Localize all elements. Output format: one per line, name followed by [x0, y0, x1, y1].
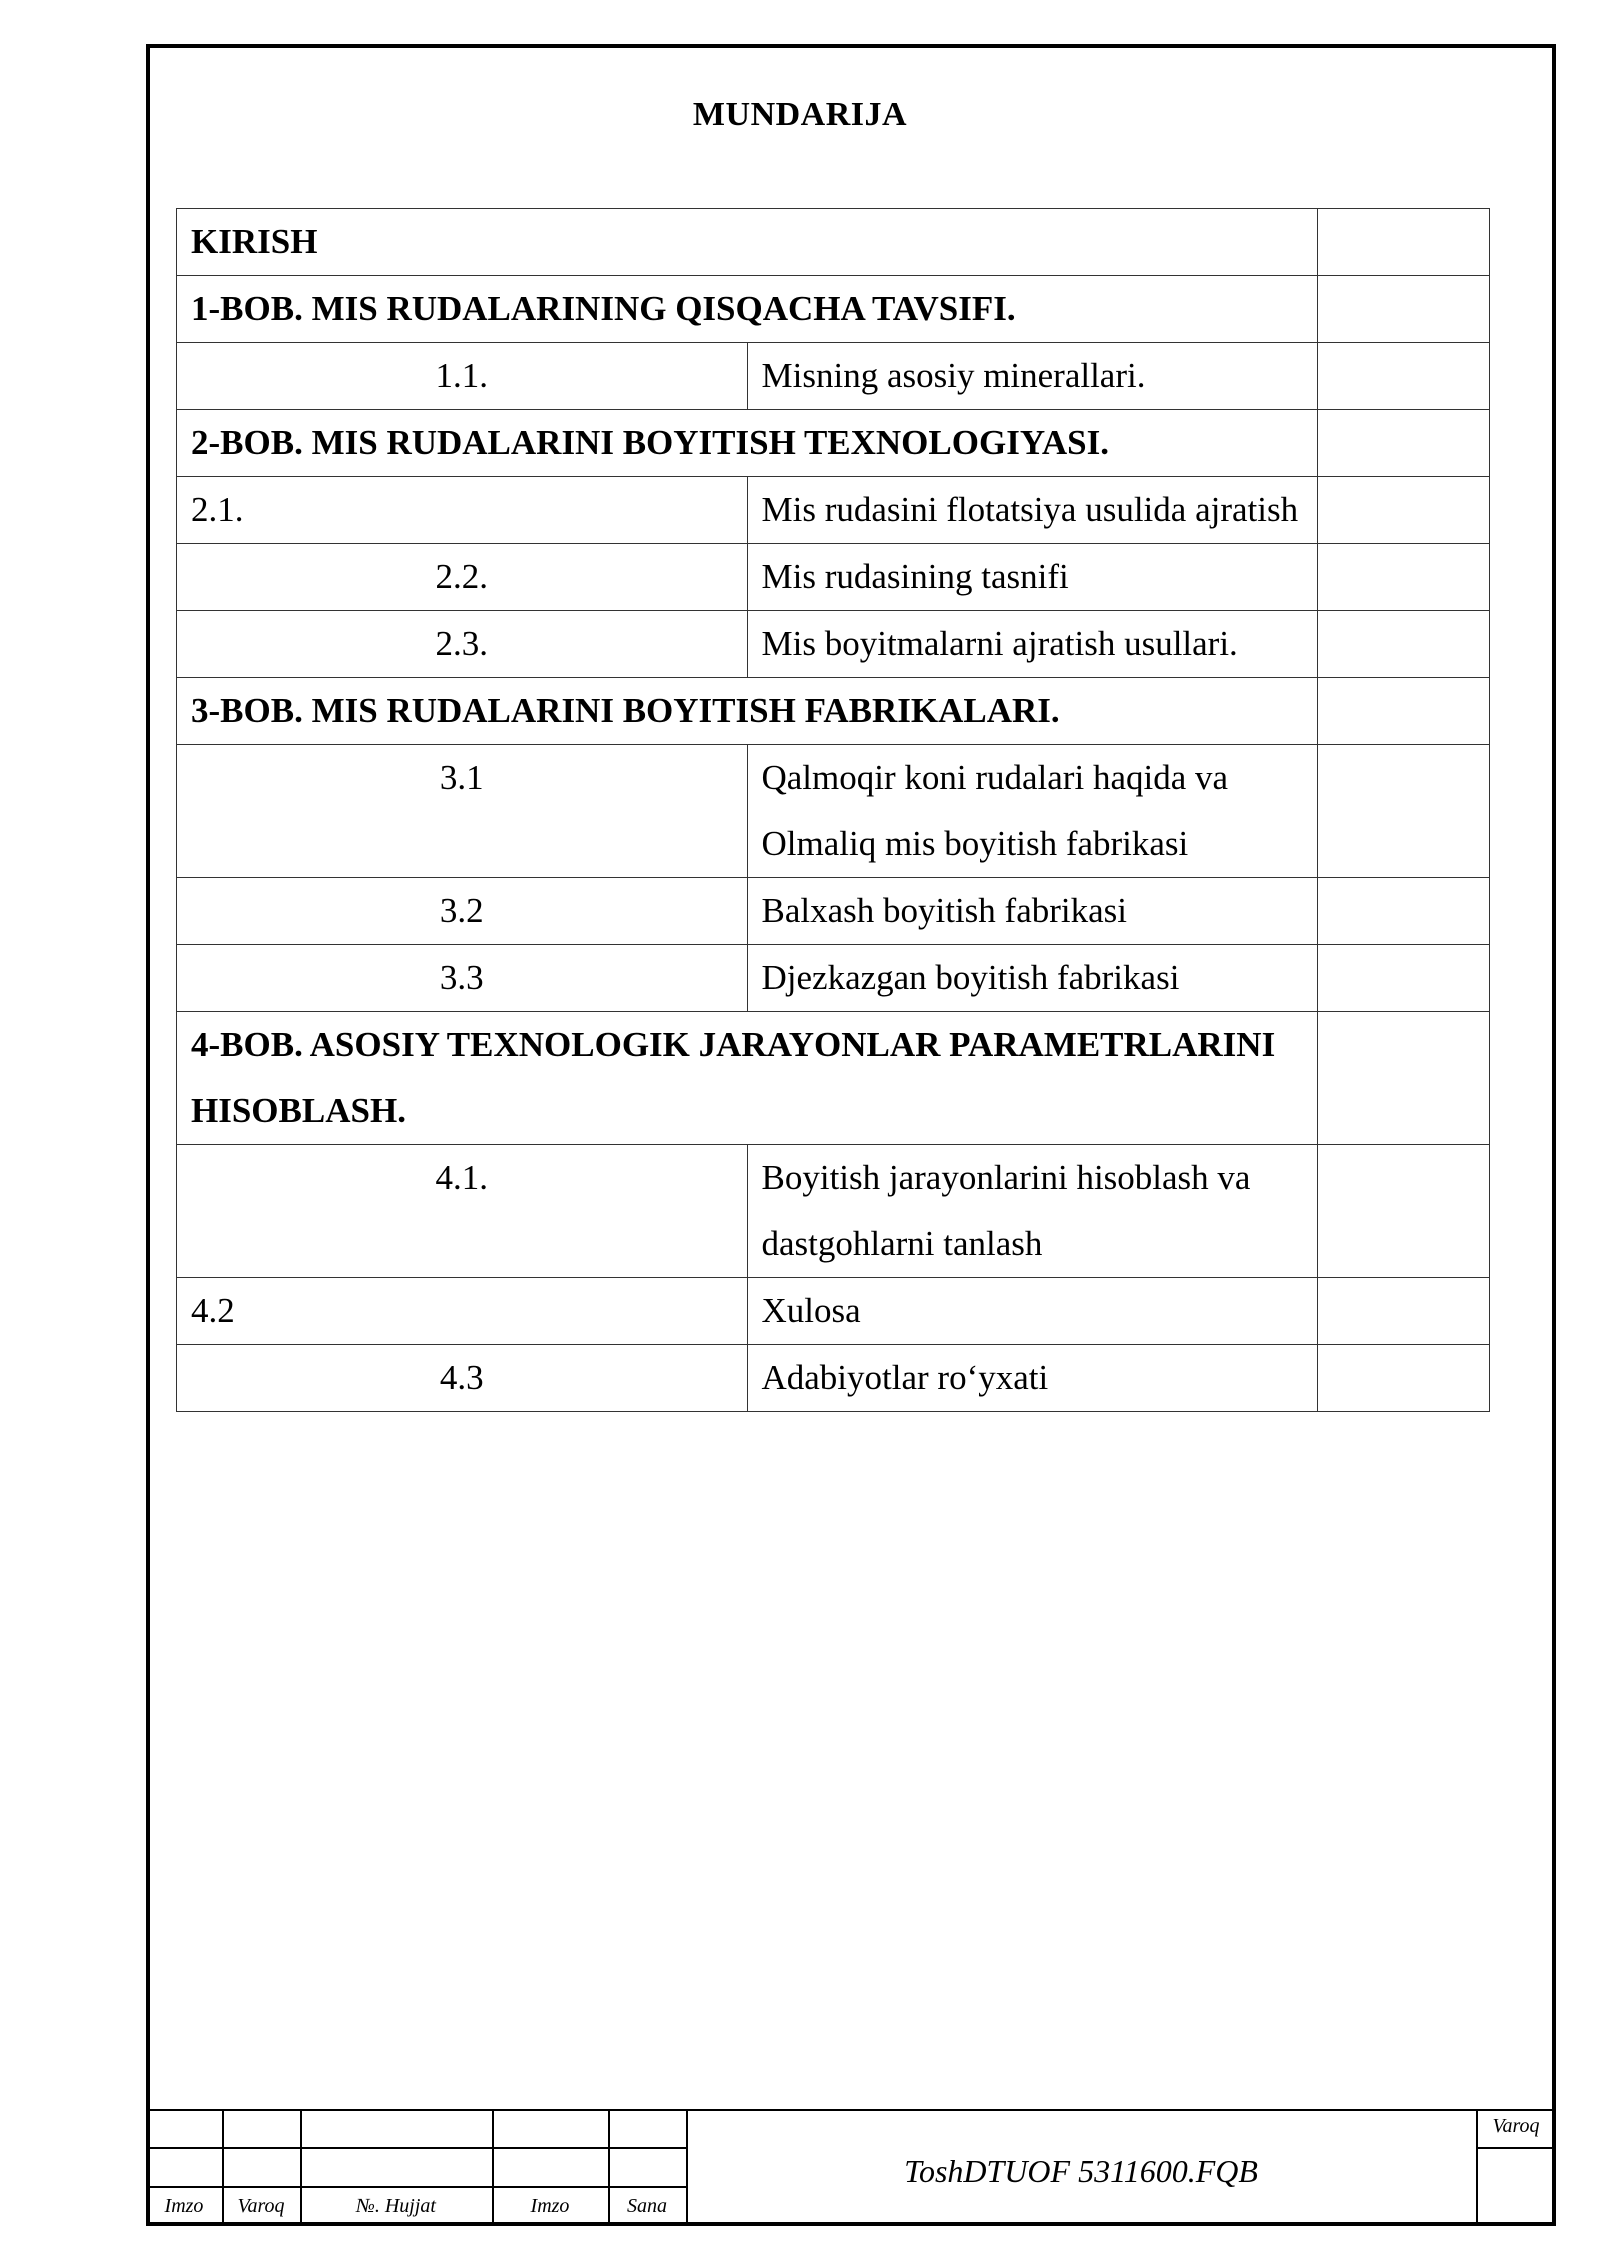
toc-section-number: 2.2. [177, 544, 748, 611]
toc-page-cell [1318, 945, 1490, 1012]
table-of-contents [176, 208, 1490, 1412]
toc-section-number: 4.2 [177, 1278, 748, 1345]
toc-section-number: 3.2 [177, 878, 748, 945]
toc-row-section-4-2 [177, 1278, 1490, 1345]
toc-row-section-1-1 [177, 343, 1490, 410]
toc-chapter-title: KIRISH [177, 209, 1318, 276]
document-code: ToshDTUOF 5311600.FQB [904, 2153, 1258, 2189]
stamp-line [146, 2186, 686, 2188]
toc-page-cell [1318, 1145, 1490, 1278]
toc-section-number: 4.3 [177, 1345, 748, 1412]
toc-page-cell [1318, 410, 1490, 477]
toc-row-section-2-3 [177, 611, 1490, 678]
toc-row-section-4-1 [177, 1145, 1490, 1278]
toc-section-title: Balxash boyitish fabrikasi [747, 878, 1318, 945]
toc-row-section-4-3 [177, 1345, 1490, 1412]
toc-row-chapter-4 [177, 1012, 1490, 1145]
toc-row-chapter-2 [177, 410, 1490, 477]
stamp-label-hujjat: №. Hujjat [356, 2195, 436, 2217]
toc-chapter-title: 3-BOB. MIS RUDALARINI BOYITISH FABRIKALARI. [177, 678, 1318, 745]
toc-page-cell [1318, 276, 1490, 343]
toc-page-cell [1318, 878, 1490, 945]
stamp-label-sana: Sana [627, 2195, 667, 2217]
toc-row-chapter-3 [177, 678, 1490, 745]
toc-row-chapter-1 [177, 276, 1490, 343]
toc-chapter-title: 4-BOB. ASOSIY TEXNOLOGIK JARAYONLAR PARAMETRLARINI HISOBLASH. [177, 1012, 1318, 1145]
toc-section-title: Boyitish jarayonlarini hisoblash va dastgohlarni tanlash [747, 1145, 1318, 1278]
toc-page-cell [1318, 343, 1490, 410]
toc-section-title: Misning asosiy minerallari. [747, 343, 1318, 410]
toc-page-cell [1318, 745, 1490, 878]
toc-section-title: Djezkazgan boyitish fabrikasi [747, 945, 1318, 1012]
toc-section-title: Adabiyotlar ro‘yxati [747, 1345, 1318, 1412]
toc-section-title: Qalmoqir koni rudalari haqida va Olmaliq mis boyitish fabrikasi [747, 745, 1318, 878]
toc-row-section-2-2 [177, 544, 1490, 611]
toc-section-title: Mis rudasini flotatsiya usulida ajratish [747, 477, 1318, 544]
toc-section-number: 3.3 [177, 945, 748, 1012]
toc-chapter-title: 1-BOB. MIS RUDALARINING QISQACHA TAVSIFI. [177, 276, 1318, 343]
page-title: MUNDARIJA [692, 96, 908, 133]
toc-chapter-title: 2-BOB. MIS RUDALARINI BOYITISH TEXNOLOGIYASI. [177, 410, 1318, 477]
toc-section-number: 2.3. [177, 611, 748, 678]
toc-row-section-3-3 [177, 945, 1490, 1012]
stamp-label-varoq: Varoq [237, 2195, 285, 2217]
stamp-label-imzo-2: Imzo [530, 2195, 570, 2217]
toc-section-title: Xulosa [747, 1278, 1318, 1345]
toc-row-section-3-1 [177, 745, 1490, 878]
toc-section-number: 3.1 [177, 745, 748, 878]
stamp-label-imzo: Imzo [164, 2195, 204, 2217]
toc-row-section-2-1 [177, 477, 1490, 544]
toc-page-cell [1318, 678, 1490, 745]
stamp-line [1476, 2147, 1556, 2149]
toc-page-cell [1318, 1345, 1490, 1412]
toc-section-number: 1.1. [177, 343, 748, 410]
toc-page-cell [1318, 1278, 1490, 1345]
toc-page-cell [1318, 1012, 1490, 1145]
title-block-stamp [146, 2109, 1556, 2226]
stamp-label-sheet: Varoq [1492, 2115, 1540, 2137]
toc-section-number: 4.1. [177, 1145, 748, 1278]
toc-section-title: Mis rudasining tasnifi [747, 544, 1318, 611]
toc-page-cell [1318, 611, 1490, 678]
toc-page-cell [1318, 477, 1490, 544]
toc-page-cell [1318, 544, 1490, 611]
toc-page-cell [1318, 209, 1490, 276]
stamp-line [146, 2109, 1556, 2111]
toc-section-number: 2.1. [177, 477, 748, 544]
toc-row-section-3-2 [177, 878, 1490, 945]
stamp-line [146, 2147, 686, 2149]
toc-section-title: Mis boyitmalarni ajratish usullari. [747, 611, 1318, 678]
toc-row-kirish [177, 209, 1490, 276]
